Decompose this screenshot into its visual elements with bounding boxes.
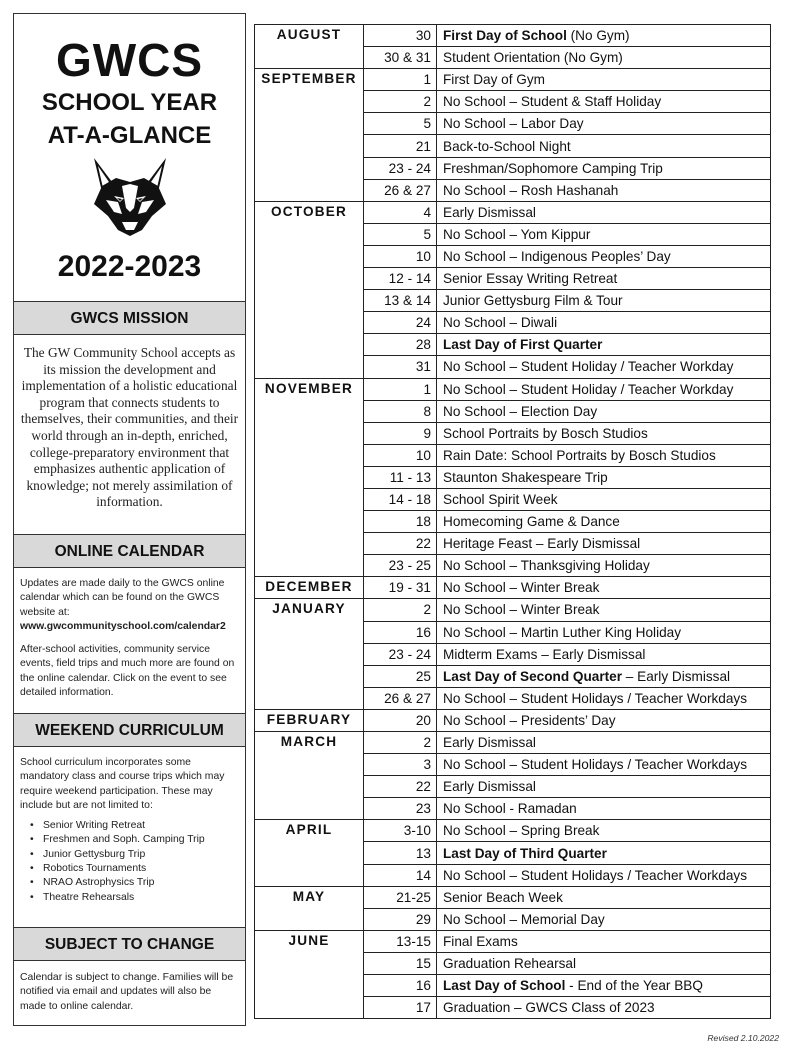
school-name: GWCS xyxy=(55,34,204,86)
event-date: 28 xyxy=(364,334,437,356)
event-description: No School – Election Day xyxy=(437,400,771,422)
table-row xyxy=(255,820,771,842)
list-item: • Theatre Rehearsals xyxy=(20,891,239,905)
event-description: No School – Student Holidays / Teacher Workdays xyxy=(437,864,771,886)
event-date: 23 - 24 xyxy=(364,157,437,179)
month-label: JUNE xyxy=(255,930,364,1018)
event-date: 21 xyxy=(364,135,437,157)
event-date: 1 xyxy=(364,378,437,400)
event-date: 20 xyxy=(364,709,437,731)
event-description: Senior Beach Week xyxy=(437,886,771,908)
event-date: 31 xyxy=(364,356,437,378)
wolf-logo-icon xyxy=(82,156,178,236)
event-description: No School – Spring Break xyxy=(437,820,771,842)
event-description: Early Dismissal xyxy=(437,732,771,754)
online-calendar-body xyxy=(14,568,245,713)
event-description: School Portraits by Bosch Studios xyxy=(437,422,771,444)
event-description: No School - Ramadan xyxy=(437,798,771,820)
event-description: Graduation – GWCS Class of 2023 xyxy=(437,997,771,1019)
event-description: No School – Indigenous Peoples’ Day xyxy=(437,245,771,267)
event-date: 4 xyxy=(364,201,437,223)
event-date: 24 xyxy=(364,312,437,334)
event-date: 19 - 31 xyxy=(364,577,437,599)
event-date: 11 - 13 xyxy=(364,466,437,488)
month-label: NOVEMBER xyxy=(255,378,364,577)
event-description: No School – Student & Staff Holiday xyxy=(437,91,771,113)
school-year: 2022-2023 xyxy=(57,250,202,283)
table-row xyxy=(255,577,771,599)
event-date: 17 xyxy=(364,997,437,1019)
event-date: 14 xyxy=(364,864,437,886)
event-description: No School – Labor Day xyxy=(437,113,771,135)
list-item: • NRAO Astrophysics Trip xyxy=(20,876,239,890)
event-date: 14 - 18 xyxy=(364,488,437,510)
event-date: 3 xyxy=(364,754,437,776)
event-description: Back-to-School Night xyxy=(437,135,771,157)
event-description: No School – Martin Luther King Holiday xyxy=(437,621,771,643)
event-date: 12 - 14 xyxy=(364,268,437,290)
event-description: No School – Thanksgiving Holiday xyxy=(437,555,771,577)
weekend-intro: School curriculum incorporates some mandatory class and course trips which may require weekend participation. These may include but are not limited to: xyxy=(20,757,225,811)
event-description: Last Day of Second Quarter – Early Dismissal xyxy=(437,665,771,687)
list-item: • Senior Writing Retreat xyxy=(20,819,239,833)
online-calendar-details: After-school activities, community service events, field trips and much more are found on the online calendar. Click on the event to see detailed information. xyxy=(20,644,235,699)
mission-text: The GW Community School accepts as its mission the development and implementation of a holistic educational program that connects students to themselves, their communities, and their world through an in-depth, enriched, college-preparatory environment that emphasizes authentic application of knowledge; not merely assimilation of information. xyxy=(20,345,239,510)
event-date: 26 & 27 xyxy=(364,687,437,709)
event-date: 30 & 31 xyxy=(364,47,437,69)
month-label: OCTOBER xyxy=(255,201,364,378)
event-date: 23 - 24 xyxy=(364,643,437,665)
event-date: 13 xyxy=(364,842,437,864)
weekend-curriculum-body xyxy=(14,747,245,927)
table-row xyxy=(255,25,771,47)
event-description: First Day of School (No Gym) xyxy=(437,25,771,47)
event-description: Student Orientation (No Gym) xyxy=(437,47,771,69)
online-calendar-text xyxy=(20,577,239,634)
event-date: 16 xyxy=(364,975,437,997)
event-date: 18 xyxy=(364,511,437,533)
event-date: 13 & 14 xyxy=(364,290,437,312)
month-label: AUGUST xyxy=(255,25,364,69)
table-row xyxy=(255,201,771,223)
event-description: Rain Date: School Portraits by Bosch Studios xyxy=(437,444,771,466)
event-description: School Spirit Week xyxy=(437,488,771,510)
table-row xyxy=(255,599,771,621)
event-date: 22 xyxy=(364,776,437,798)
event-description: No School – Winter Break xyxy=(437,577,771,599)
list-item: • Junior Gettysburg Trip xyxy=(20,848,239,862)
event-description: Early Dismissal xyxy=(437,776,771,798)
event-description: No School – Presidents’ Day xyxy=(437,709,771,731)
event-description: Final Exams xyxy=(437,930,771,952)
table-row xyxy=(255,378,771,400)
event-date: 26 & 27 xyxy=(364,179,437,201)
title-block xyxy=(14,14,245,301)
event-description xyxy=(437,334,771,356)
list-item: • Robotics Tournaments xyxy=(20,862,239,876)
event-highlight: Last Day of Second Quarter xyxy=(443,668,623,684)
calendar-table xyxy=(254,24,771,1019)
month-label: MAY xyxy=(255,886,364,930)
event-date: 2 xyxy=(364,599,437,621)
month-label: FEBRUARY xyxy=(255,709,364,731)
event-date: 13-15 xyxy=(364,930,437,952)
event-description: No School – Rosh Hashanah xyxy=(437,179,771,201)
weekend-list xyxy=(20,819,239,905)
event-date: 5 xyxy=(364,223,437,245)
event-description: Senior Essay Writing Retreat xyxy=(437,268,771,290)
month-label: JANUARY xyxy=(255,599,364,709)
weekend-curriculum-heading: WEEKEND CURRICULUM xyxy=(14,713,245,747)
event-date: 2 xyxy=(364,91,437,113)
event-date: 23 - 25 xyxy=(364,555,437,577)
event-description: No School – Diwali xyxy=(437,312,771,334)
event-description: No School – Student Holidays / Teacher Workdays xyxy=(437,687,771,709)
event-date: 21-25 xyxy=(364,886,437,908)
event-description: No School – Student Holidays / Teacher Workdays xyxy=(437,754,771,776)
table-row xyxy=(255,732,771,754)
event-highlight: First Day of School xyxy=(443,28,567,44)
table-row xyxy=(255,886,771,908)
event-description: No School – Student Holiday / Teacher Workday xyxy=(437,356,771,378)
event-description: Last Day of School - End of the Year BBQ xyxy=(437,975,771,997)
event-description: Staunton Shakespeare Trip xyxy=(437,466,771,488)
table-row xyxy=(255,930,771,952)
event-date: 22 xyxy=(364,533,437,555)
event-date: 25 xyxy=(364,665,437,687)
event-highlight: Last Day of Third Quarter xyxy=(443,845,607,861)
event-date: 15 xyxy=(364,952,437,974)
calendar-body xyxy=(255,25,771,1019)
month-label: MARCH xyxy=(255,732,364,820)
event-date: 10 xyxy=(364,245,437,267)
month-label: SEPTEMBER xyxy=(255,69,364,202)
event-description: Midterm Exams – Early Dismissal xyxy=(437,643,771,665)
subtitle-line-1: SCHOOL YEAR xyxy=(41,89,218,116)
event-date: 2 xyxy=(364,732,437,754)
event-description: Junior Gettysburg Film & Tour xyxy=(437,290,771,312)
event-description: Graduation Rehearsal xyxy=(437,952,771,974)
month-label: APRIL xyxy=(255,820,364,886)
subject-to-change-heading: SUBJECT TO CHANGE xyxy=(14,927,245,961)
table-row xyxy=(255,709,771,731)
revised-date: Revised 2.10.2022 xyxy=(707,1033,779,1043)
event-date: 3-10 xyxy=(364,820,437,842)
event-date: 16 xyxy=(364,621,437,643)
event-description: Heritage Feast – Early Dismissal xyxy=(437,533,771,555)
event-description: Freshman/Sophomore Camping Trip xyxy=(437,157,771,179)
event-date: 29 xyxy=(364,908,437,930)
month-label: DECEMBER xyxy=(255,577,364,599)
event-description: No School – Memorial Day xyxy=(437,908,771,930)
sidebar-panel xyxy=(13,13,246,1026)
online-calendar-intro: Updates are made daily to the GWCS online calendar which can be found on the GWCS website at: xyxy=(20,578,225,618)
event-description: No School – Student Holiday / Teacher Workday xyxy=(437,378,771,400)
event-date: 9 xyxy=(364,422,437,444)
online-calendar-heading: ONLINE CALENDAR xyxy=(14,534,245,568)
subject-to-change-text: Calendar is subject to change. Families will be notified via email and updates will also be made to online calendar. xyxy=(20,972,234,1012)
event-description: No School – Yom Kippur xyxy=(437,223,771,245)
event-date: 30 xyxy=(364,25,437,47)
event-date: 8 xyxy=(364,400,437,422)
event-description: Early Dismissal xyxy=(437,201,771,223)
event-description: No School – Winter Break xyxy=(437,599,771,621)
event-date: 10 xyxy=(364,444,437,466)
mission-heading: GWCS MISSION xyxy=(14,301,245,335)
table-row xyxy=(255,69,771,91)
event-highlight: Last Day of School xyxy=(443,978,566,994)
subtitle-line-2: AT-A-GLANCE xyxy=(47,122,212,149)
event-highlight: Last Day of First Quarter xyxy=(443,337,603,353)
list-item: • Freshmen and Soph. Camping Trip xyxy=(20,833,239,847)
event-description xyxy=(437,842,771,864)
event-description: Homecoming Game & Dance xyxy=(437,511,771,533)
event-date: 1 xyxy=(364,69,437,91)
event-date: 5 xyxy=(364,113,437,135)
calendar-url-link[interactable]: www.gwcommunityschool.com/calendar2 xyxy=(20,620,226,632)
event-date: 23 xyxy=(364,798,437,820)
event-description: First Day of Gym xyxy=(437,69,771,91)
